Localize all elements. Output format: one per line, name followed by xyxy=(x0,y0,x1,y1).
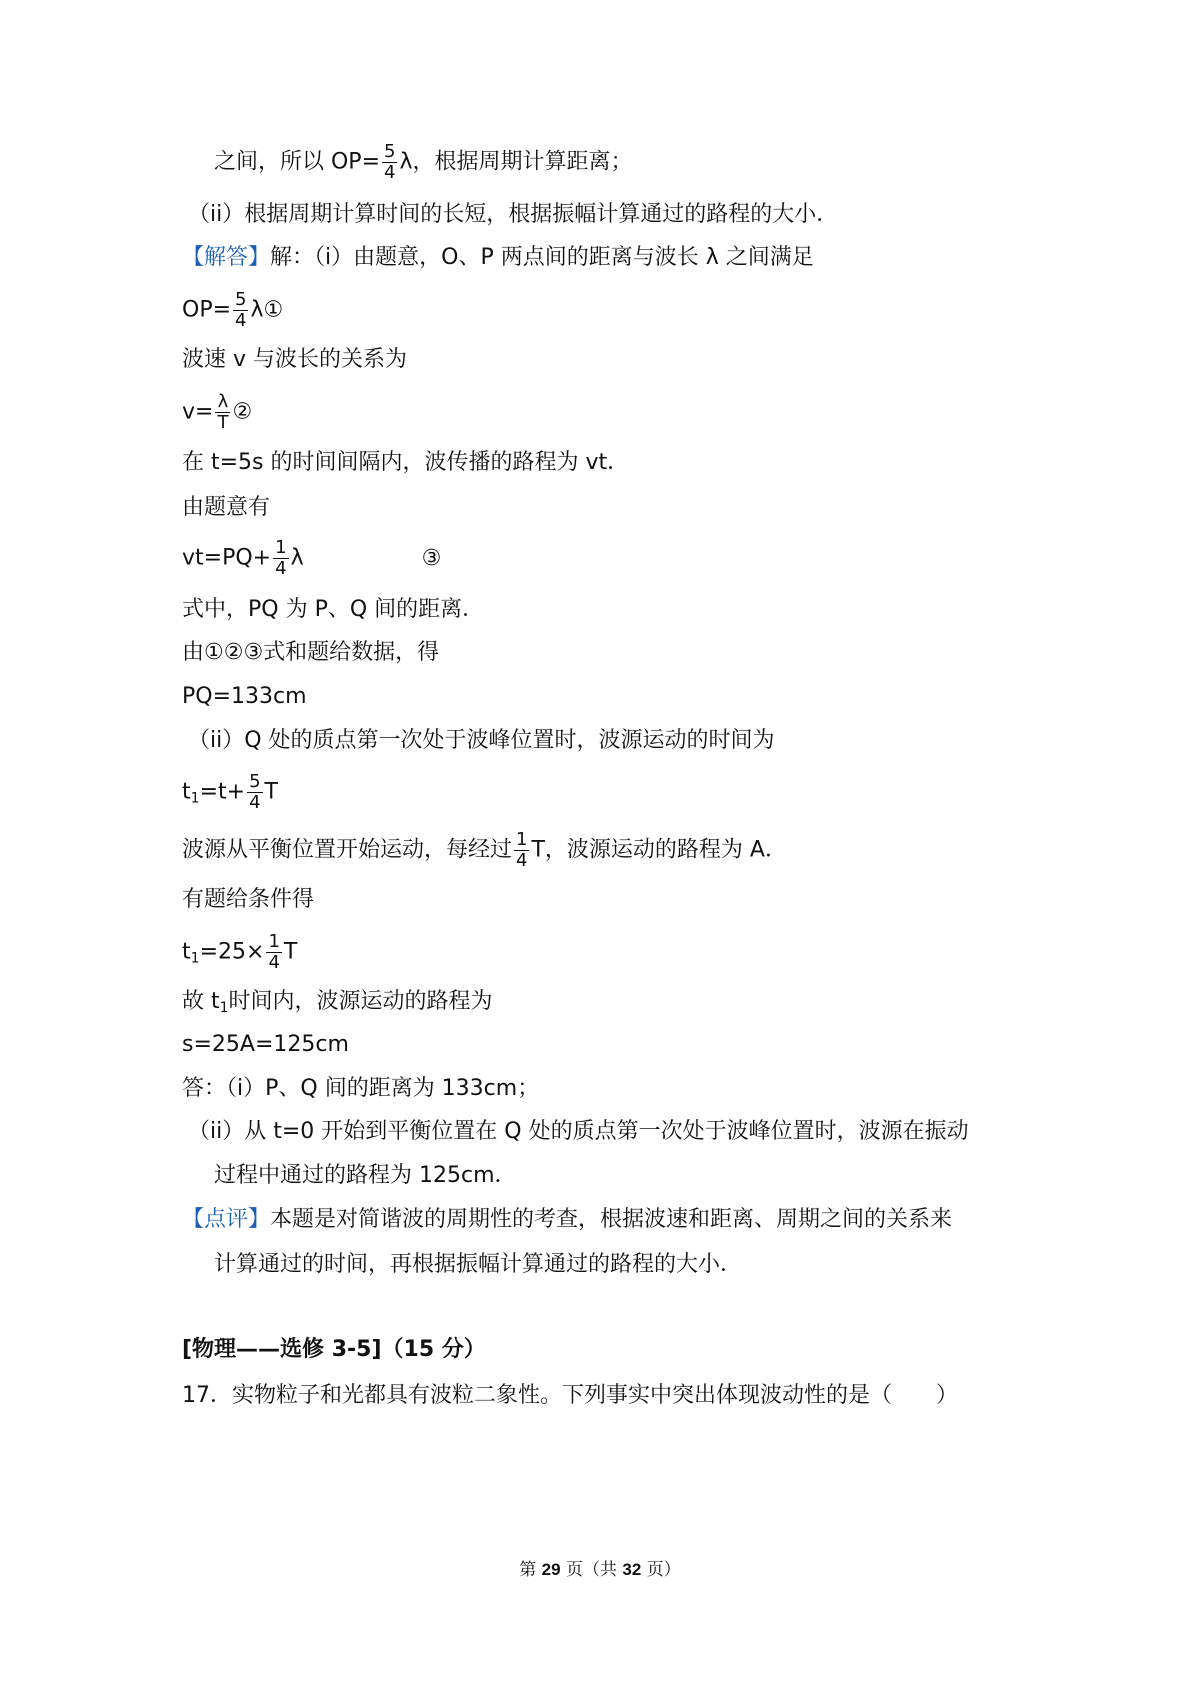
answer-heading: 【解答】解：（i）由题意，O、P 两点间的距离与波长 λ 之间满足 xyxy=(182,245,814,270)
text-line: （ii）Q 处的质点第一次处于波峰位置时，波源运动的时间为 xyxy=(188,728,775,753)
formula-line: $t_1=25\times$ $\frac{1}{4}$ T xyxy=(182,931,298,973)
text-line: PQ=133cm xyxy=(182,684,307,709)
text-line: 由题意有 xyxy=(182,495,271,520)
text-line: 式中，PQ 为 P、Q 间的距离． xyxy=(182,597,485,622)
equation-marker: ③ xyxy=(421,545,442,571)
text-line: 有题给条件得 xyxy=(182,887,315,912)
text-line: 由①②③式和题给数据，得 xyxy=(182,640,440,665)
answer-tag: 【解答】 xyxy=(182,245,271,270)
formula-line: v= $\frac{\lambda}{T}$ ② xyxy=(182,391,253,433)
text-line: 计算通过的时间，再根据振幅计算通过的路程的大小． xyxy=(214,1252,743,1277)
fraction: $\frac{5}{4}$ xyxy=(384,141,396,183)
question-text: 17．实物粒子和光都具有波粒二象性。下列事实中突出体现波动性的是（ ） xyxy=(182,1383,958,1408)
text-line: 波源从平衡位置开始运动，每经过 $\frac{1}{4}$ T，波源运动的路程为 A． xyxy=(182,829,787,871)
text-line: 在 t=5s 的时间间隔内，波传播的路程为 vt． xyxy=(182,450,630,475)
comment-tag: 【点评】 xyxy=(182,1207,271,1232)
page-number: 29 xyxy=(541,1560,561,1579)
text-line: 过程中通过的路程为 125cm． xyxy=(214,1163,517,1188)
text-line: s=25A=125cm xyxy=(182,1032,349,1057)
comment-heading: 【点评】本题是对简谐波的周期性的考查，根据波速和距离、周期之间的关系来 xyxy=(182,1207,953,1232)
formula-line: vt=PQ+ $\frac{1}{4}$ λ ③ xyxy=(182,537,442,579)
fraction: $\frac{\lambda}{T}$ xyxy=(217,391,229,433)
section-heading: [物理——选修 3-5]（15 分） xyxy=(182,1337,486,1362)
text-line: 答：（i）P、Q 间的距离为 133cm； xyxy=(182,1076,540,1101)
fraction: $\frac{5}{4}$ xyxy=(249,771,261,813)
fraction: $\frac{1}{4}$ xyxy=(275,537,287,579)
formula-line: OP= $\frac{5}{4}$ λ① xyxy=(182,289,284,331)
text-line: 波速 v 与波长的关系为 xyxy=(182,347,408,372)
page-footer: 第 29 页（共 32 页） xyxy=(519,1560,681,1580)
text-line: 故 $t_1$时间内，波源运动的路程为 xyxy=(182,989,493,1016)
fraction: $\frac{5}{4}$ xyxy=(235,289,247,331)
text-line: （ii）根据周期计算时间的长短，根据振幅计算通过的路程的大小． xyxy=(188,202,839,227)
fraction: $\frac{1}{4}$ xyxy=(268,931,280,973)
text-line: 之间，所以 OP= $\frac{5}{4}$ λ，根据周期计算距离； xyxy=(214,141,633,183)
formula-line: $t_1=t+$ $\frac{5}{4}$ T xyxy=(182,771,278,813)
total-pages: 32 xyxy=(622,1560,642,1579)
fraction: $\frac{1}{4}$ xyxy=(516,829,528,871)
text-line: （ii）从 t=0 开始到平衡位置在 Q 处的质点第一次处于波峰位置时，波源在振动 xyxy=(188,1119,969,1144)
